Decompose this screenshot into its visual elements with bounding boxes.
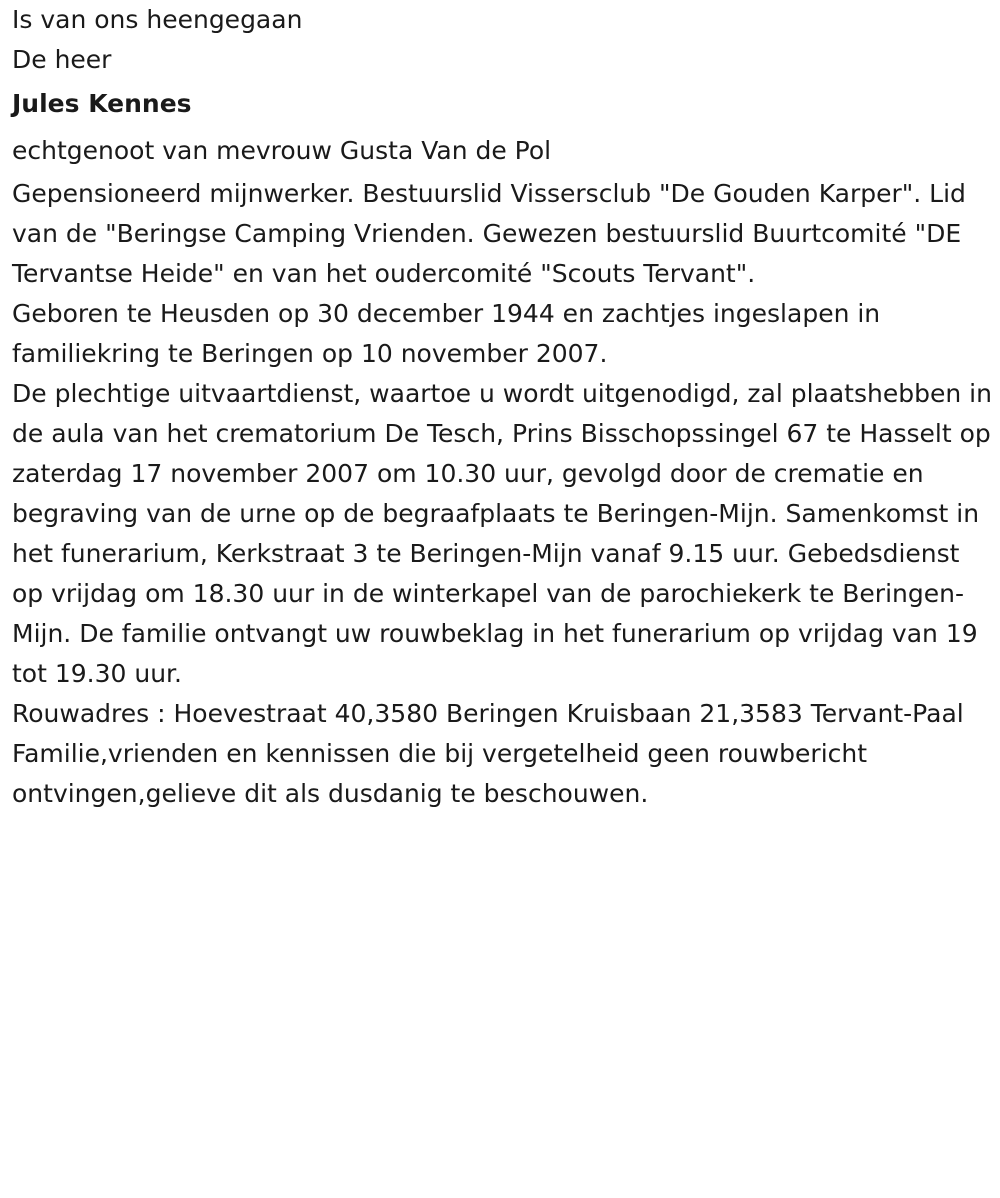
closing-paragraph: Familie,vrienden en kennissen die bij vergetelheid geen rouwbericht ontvingen,gelieve dit als dusdanig te beschouwen. [12, 739, 868, 808]
honorific: De heer [12, 45, 112, 74]
spouse-line: echtgenoot van mevrouw Gusta Van de Pol [12, 136, 552, 165]
occupation-paragraph: Gepensioneerd mijnwerker. Bestuurslid Vissersclub "De Gouden Karper". Lid van de "Beringse Camping Vrienden. Gewezen bestuurslid Buurtcomité "DE Tervantse Heide" en van het oudercomité "Scouts Tervant". [12, 179, 966, 288]
address-paragraph: Rouwadres : Hoevestraat 40,3580 Beringen Kruisbaan 21,3583 Tervant-Paal [12, 699, 964, 728]
intro-text: Is van ons heengegaan [12, 5, 303, 34]
deceased-name: Jules Kennes [12, 89, 192, 118]
obituary-notice [12, 0, 992, 814]
birth-death-paragraph: Geboren te Heusden op 30 december 1944 en zachtjes ingeslapen in familiekring te Beringen op 10 november 2007. [12, 299, 881, 368]
funeral-paragraph: De plechtige uitvaartdienst, waartoe u wordt uitgenodigd, zal plaatshebben in de aula van het crematorium De Tesch, Prins Bisschopssingel 67 te Hasselt op zaterdag 17 november 2007 om 10.30 uur, gevolgd door de crematie en begraving van de urne op de begraafplaats te Beringen-Mijn. Samenkomst in het funerarium, Kerkstraat 3 te Beringen-Mijn vanaf 9.15 uur. Gebedsdienst op vrijdag om 18.30 uur in de winterkapel van de parochiekerk te Beringen-Mijn. De familie ontvangt uw rouwbeklag in het funerarium op vrijdag van 19 tot 19.30 uur. [12, 379, 992, 688]
